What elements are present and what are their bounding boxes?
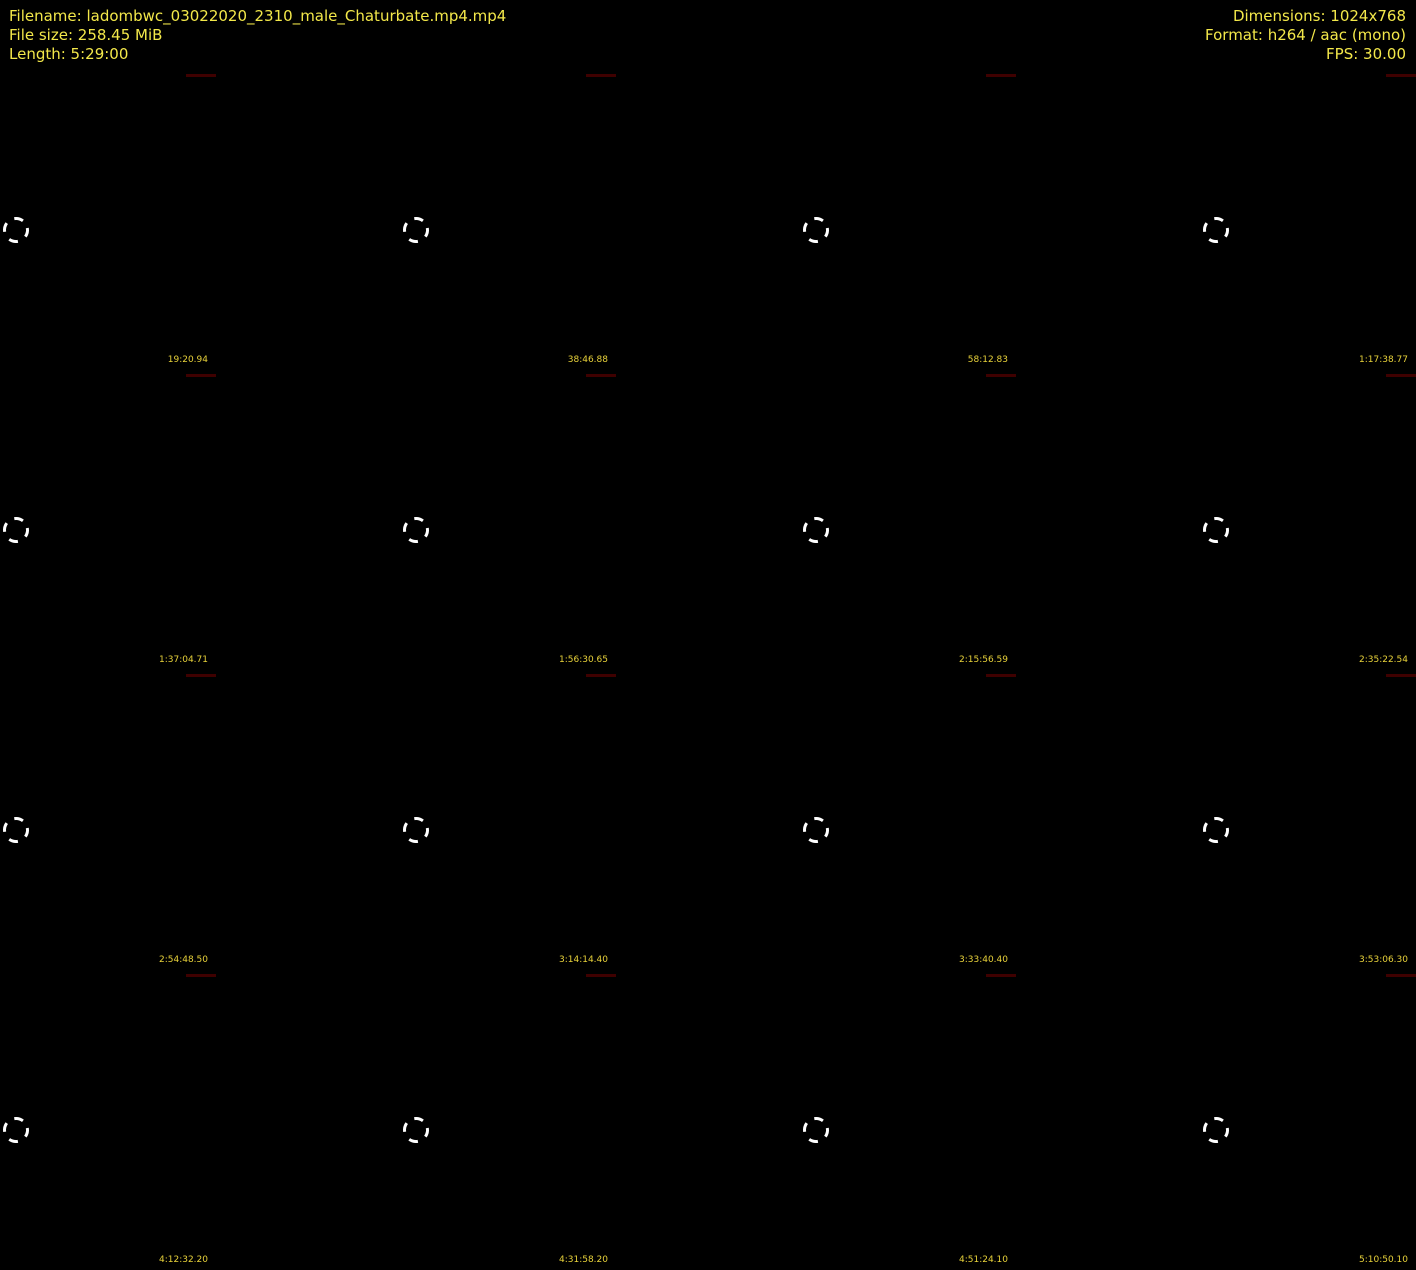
timestamp-label: 2:35:22.54 bbox=[1358, 655, 1408, 665]
watermark-mark bbox=[586, 974, 616, 977]
loading-spinner-icon bbox=[2, 216, 30, 244]
thumbnail-tile bbox=[400, 670, 800, 970]
loading-spinner-icon bbox=[802, 516, 830, 544]
loading-spinner-icon bbox=[802, 816, 830, 844]
watermark-mark bbox=[986, 974, 1016, 977]
loading-spinner-icon bbox=[2, 816, 30, 844]
loading-spinner-icon bbox=[802, 216, 830, 244]
watermark-mark bbox=[1386, 974, 1416, 977]
thumbnail-tile bbox=[400, 970, 800, 1270]
thumbnail-tile bbox=[800, 70, 1200, 370]
watermark-mark bbox=[186, 974, 216, 977]
timestamp-label: 1:56:30.65 bbox=[558, 655, 608, 665]
loading-spinner-icon bbox=[1202, 216, 1230, 244]
thumbnail-tile bbox=[0, 970, 400, 1270]
watermark-mark bbox=[986, 74, 1016, 77]
timestamp-label: 5:10:50.10 bbox=[1358, 1255, 1408, 1265]
thumbnail-tile bbox=[800, 370, 1200, 670]
thumbnail-grid bbox=[0, 70, 1416, 1266]
thumbnail-tile bbox=[400, 70, 800, 370]
watermark-mark bbox=[186, 374, 216, 377]
thumbnail-tile bbox=[1200, 670, 1416, 970]
watermark-mark bbox=[986, 674, 1016, 677]
file-info-right bbox=[1205, 7, 1406, 64]
fps-label: FPS: 30.00 bbox=[1326, 45, 1406, 63]
loading-spinner-icon bbox=[2, 1116, 30, 1144]
timestamp-label: 2:15:56.59 bbox=[958, 655, 1008, 665]
timestamp-label: 1:37:04.71 bbox=[158, 655, 208, 665]
timestamp-label: 2:54:48.50 bbox=[158, 955, 208, 965]
watermark-mark bbox=[586, 74, 616, 77]
loading-spinner-icon bbox=[402, 1116, 430, 1144]
timestamp-label: 58:12.83 bbox=[967, 355, 1008, 365]
timestamp-label: 3:53:06.30 bbox=[1358, 955, 1408, 965]
timestamp-label: 4:31:58.20 bbox=[558, 1255, 608, 1265]
thumbnail-tile bbox=[1200, 970, 1416, 1270]
dimensions-label: Dimensions: 1024x768 bbox=[1232, 7, 1406, 25]
thumbnail-tile bbox=[800, 670, 1200, 970]
timestamp-label: 38:46.88 bbox=[567, 355, 608, 365]
loading-spinner-icon bbox=[402, 516, 430, 544]
loading-spinner-icon bbox=[1202, 816, 1230, 844]
watermark-mark bbox=[1386, 674, 1416, 677]
loading-spinner-icon bbox=[402, 816, 430, 844]
timestamp-label: 4:12:32.20 bbox=[158, 1255, 208, 1265]
thumbnail-tile bbox=[400, 370, 800, 670]
thumbnail-tile bbox=[1200, 70, 1416, 370]
watermark-mark bbox=[1386, 374, 1416, 377]
watermark-mark bbox=[1386, 74, 1416, 77]
file-info-left bbox=[9, 7, 506, 64]
filename-label: Filename: ladombwc_03022020_2310_male_Chaturbate.mp4.mp4 bbox=[9, 7, 507, 25]
thumbnail-tile bbox=[0, 70, 400, 370]
loading-spinner-icon bbox=[402, 216, 430, 244]
format-label: Format: h264 / aac (mono) bbox=[1205, 26, 1406, 44]
loading-spinner-icon bbox=[1202, 516, 1230, 544]
timestamp-label: 3:33:40.40 bbox=[958, 955, 1008, 965]
thumbnail-tile bbox=[800, 970, 1200, 1270]
timestamp-label: 3:14:14.40 bbox=[558, 955, 608, 965]
timestamp-label: 19:20.94 bbox=[167, 355, 208, 365]
loading-spinner-icon bbox=[802, 1116, 830, 1144]
watermark-mark bbox=[586, 374, 616, 377]
thumbnail-tile bbox=[1200, 370, 1416, 670]
thumbnail-tile bbox=[0, 370, 400, 670]
thumbnail-tile bbox=[0, 670, 400, 970]
loading-spinner-icon bbox=[2, 516, 30, 544]
watermark-mark bbox=[186, 674, 216, 677]
timestamp-label: 1:17:38.77 bbox=[1358, 355, 1408, 365]
filesize-label: File size: 258.45 MiB bbox=[9, 26, 163, 44]
loading-spinner-icon bbox=[1202, 1116, 1230, 1144]
timestamp-label: 4:51:24.10 bbox=[958, 1255, 1008, 1265]
watermark-mark bbox=[186, 74, 216, 77]
watermark-mark bbox=[986, 374, 1016, 377]
length-label: Length: 5:29:00 bbox=[9, 45, 129, 63]
watermark-mark bbox=[586, 674, 616, 677]
